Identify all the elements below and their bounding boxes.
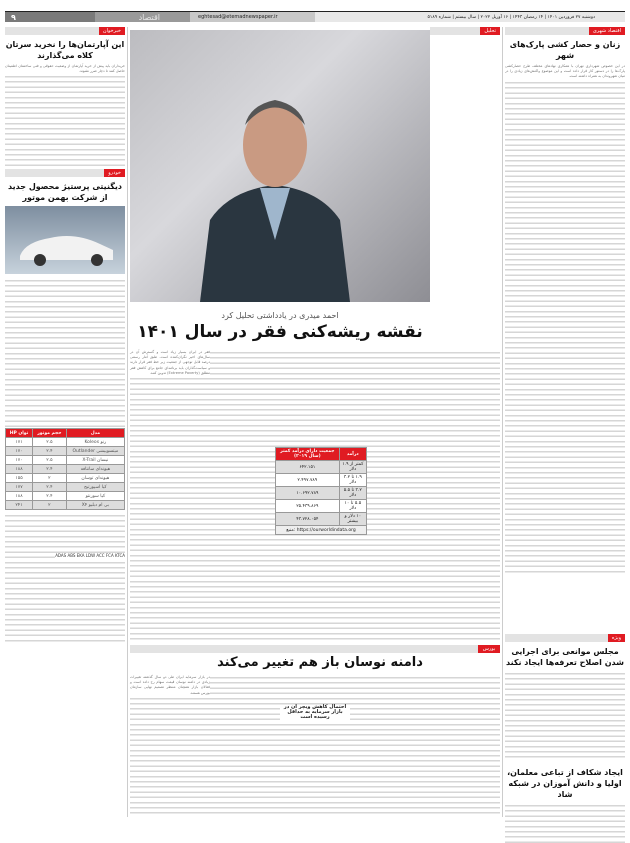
article-body: خریداران باید پیش از خرید آپارتمان از وضعیت حقوقی و فنی ساختمان اطمینان حاصل کنند تا دچار ضرر نشوند. xyxy=(5,64,125,74)
table-cell: ۲ xyxy=(33,501,67,510)
table-cell: ۶۴۲.۱۵۱ xyxy=(276,461,340,474)
person-silhouette xyxy=(200,70,350,302)
table-cell: نیسان X-Trail xyxy=(66,456,124,465)
text-lines xyxy=(505,803,625,843)
main-headline[interactable]: نقشه ریشه‌کنی فقر در سال ۱۴۰۱ xyxy=(137,322,423,342)
car-specs-table xyxy=(5,428,125,510)
table-cell: میتسوبیشی Outlander xyxy=(66,447,124,456)
table-cell: هیوندای سانتافه xyxy=(66,465,124,474)
table-header: جمعیت دارای درآمد کمتر (سال ۲۰۱۹) xyxy=(276,448,340,461)
table-cell: ۲۵.۴۳۹.۸۶۹ xyxy=(276,500,340,513)
table-cell: ۱۸۸ xyxy=(6,492,33,501)
table-cell: کیا اسپورتیج xyxy=(66,483,124,492)
table-cell: ۱۰ دلار و بیشتر xyxy=(339,513,366,526)
text-lines xyxy=(505,80,625,574)
table-cell: ۱۷۱ xyxy=(6,438,33,447)
table-cell: ۱۰.۶۹۲.۷۸۹ xyxy=(276,487,340,500)
table-cell: ۲ xyxy=(33,474,67,483)
table-row xyxy=(6,483,125,492)
text-lines xyxy=(505,671,625,761)
article-lead: فقر در ایران بسیار زیاد است و گسترش آن در سال‌های اخیر نگران‌کننده است. طبق آمار رسمی درصد قابل توجهی از جمعیت زیر خط فقر قرار دارند و سیاست‌گذاران باید برنامه‌ای جامع برای کاهش فقر مطلق (Extreme Poverty) تدوین کنند. xyxy=(130,350,210,375)
article-title[interactable]: این آپارتمان‌ها را نخرید سرتان کلاه می‌گذارند xyxy=(5,40,125,60)
section-label: اقتصاد شهری xyxy=(589,27,625,35)
table-row xyxy=(6,501,125,510)
table-cell: ۱۸۸ xyxy=(6,465,33,474)
table-cell: ۱۷۰ xyxy=(6,447,33,456)
table-header: توان HP xyxy=(6,429,33,438)
section-band xyxy=(130,645,500,653)
table-cell: ۱.۹ تا ۳.۲ دلار xyxy=(339,474,366,487)
email-link[interactable]: eghtesad@etemadnewspaper.ir xyxy=(190,12,315,22)
table-cell: ۲.۴۹۷.۷۸۹ xyxy=(276,474,340,487)
section-name: اقتصاد xyxy=(95,12,190,22)
table-cell: ۱۷۷ xyxy=(6,483,33,492)
table-cell: ۳.۲ تا ۵.۵ دلار xyxy=(339,487,366,500)
page-header xyxy=(5,11,625,22)
article-body: در این خصوص شهرداری تهران با همکاری نهادهای مختلف طرح حصارکشی پارک‌ها را در دستور کار قرار داده است و این موضوع واکنش‌های زیادی را در میان شهروندان به همراه داشته است. xyxy=(505,64,625,79)
section-label: بورس xyxy=(478,645,500,653)
table-cell: ۱۵۵ xyxy=(6,474,33,483)
table-row xyxy=(6,492,125,501)
income-table xyxy=(275,447,367,535)
table-cell: کمتر از ۱.۹ دلار xyxy=(339,461,366,474)
table-cell: ۲.۵ xyxy=(33,438,67,447)
section-label: خودرو xyxy=(104,169,125,177)
table-cell: ۲.۴ xyxy=(33,447,67,456)
table-cell: ۲.۴ xyxy=(33,465,67,474)
left-column xyxy=(5,27,125,817)
table-row xyxy=(6,474,125,483)
table-cell: کیا سورنتو xyxy=(66,492,124,501)
table-source[interactable]: منبع: https://ourworldindata.org xyxy=(276,526,367,535)
portrait-photo xyxy=(130,30,430,302)
article-subhead: احتمال کاهش ویچر ان در بازار سرمایه به حداقل رسیده است xyxy=(280,705,350,721)
date-line: دوشنبه ۲۷ فروردین ۱۴۰۱ | ۱۴ رمضان ۱۴۴۳ | ۱۶ آوریل ۲۰۲۲ | سال بیستم | شماره ۵۱۸۹ xyxy=(315,12,625,22)
table-header: حجم موتور xyxy=(33,429,67,438)
table-row xyxy=(6,447,125,456)
car-photo xyxy=(5,206,125,274)
article-lead: در بازار سرمایه ایران طی دو سال گذشته تغییرات زیادی در دامنه نوسان قیمت سهام رخ داده است و فعالان بازار همچنان منتظر تصمیم نهایی سازمان بورس هستند. xyxy=(130,675,210,695)
table-cell: هیوندای توسان xyxy=(66,474,124,483)
article-title[interactable]: زنان و حصار کشی پارک‌های شهر xyxy=(509,40,621,60)
section-label: ویژه xyxy=(608,634,625,642)
table-cell: ۲.۴ xyxy=(33,492,67,501)
section-label: تحلیل xyxy=(480,27,500,35)
table-header: مدل xyxy=(66,429,124,438)
table-cell: ۴۳.۷۲۸.۰۵۴ xyxy=(276,513,340,526)
table-cell: ۲.۵ xyxy=(33,456,67,465)
bottom-headline[interactable]: دامنه نوسان باز هم تغییر می‌کند xyxy=(217,655,423,670)
text-lines xyxy=(5,513,125,643)
table-cell: رنو Koleos xyxy=(66,438,124,447)
table-row xyxy=(6,465,125,474)
right-column xyxy=(505,27,625,817)
table-header: درآمد xyxy=(339,448,366,461)
feature-list: ADAS ABS EKA LDW ACC FCA KTCA xyxy=(55,553,125,559)
table-cell: ۲۴۱ xyxy=(6,501,33,510)
article-title[interactable]: مجلس موانعی برای اجرایی شدن اصلاح تعرفه‌ها ایجاد نکند xyxy=(505,647,625,667)
page-number: ۹ xyxy=(5,12,95,22)
table-row xyxy=(6,438,125,447)
table-cell: ۲.۴ xyxy=(33,483,67,492)
table-cell: ۱۷۰ xyxy=(6,456,33,465)
table-cell: بی ام دبلیو X۴ xyxy=(66,501,124,510)
text-lines xyxy=(5,278,125,428)
article-title[interactable]: ایجاد شکاف از تباعی معلمان، اولیا و دانش آموزان در شبکه شاد xyxy=(507,768,623,799)
table-cell: ۵.۵ تا ۱۰ دلار xyxy=(339,500,366,513)
table-row xyxy=(6,456,125,465)
car-icon xyxy=(5,206,125,274)
section-label: خبرخوان xyxy=(99,27,125,35)
article-subtitle: احمد میدری در یادداشتی تحلیل کرد xyxy=(221,311,339,320)
text-lines xyxy=(5,74,125,169)
bottom-article-body xyxy=(130,675,500,815)
article-title[interactable]: دیگنیتی پرستیژ محصول جدید از شرکت بهمن موتور xyxy=(8,182,122,203)
